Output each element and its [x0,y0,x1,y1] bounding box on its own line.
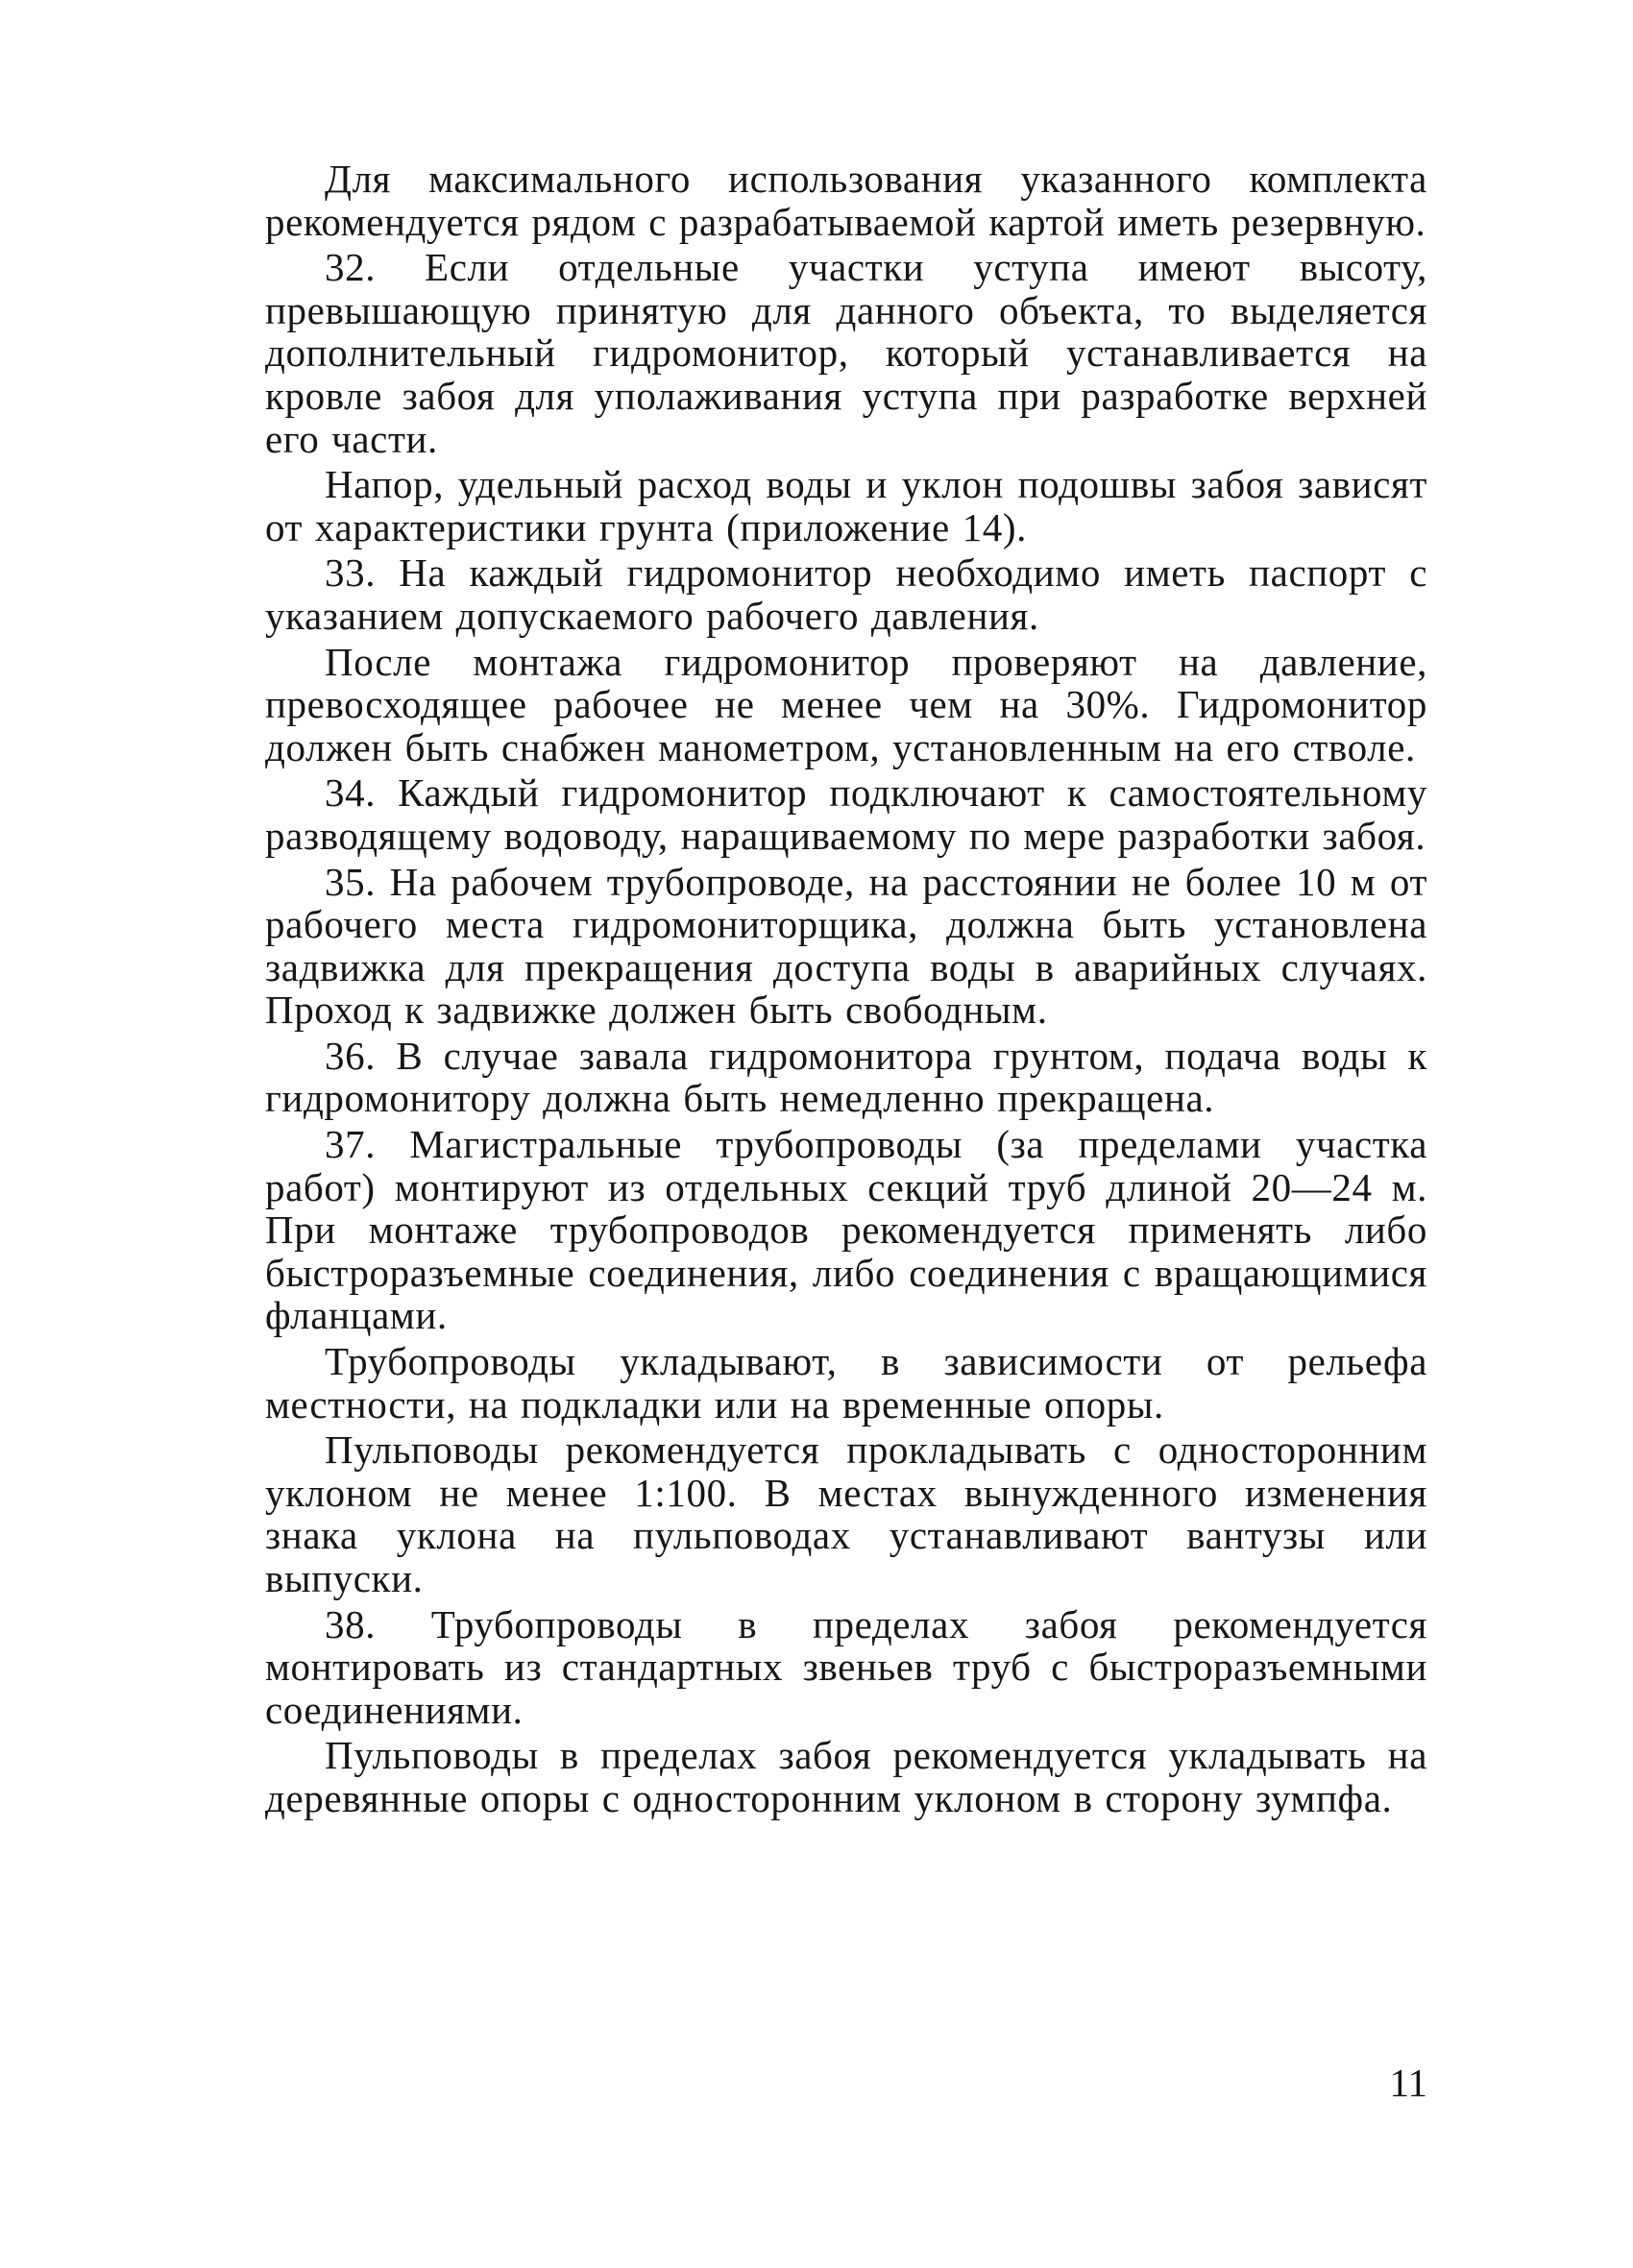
paragraph-item-38: 38. Трубопроводы в пределах забоя рекомендуется монтировать из стандартных звеньев труб с быстроразъемными соединениями. [265,1601,1427,1732]
paragraph-item-33: 33. На каждый гидромонитор необходимо иметь паспорт с указанием допускаемого рабочего давления. [265,550,1427,638]
paragraph-slurry-pipes-slope: Пульповоды рекомендуется прокладывать с односторонним уклоном не менее 1:100. В местах вынужденного изменения знака уклона на пульповодах устанавливают вантузы или выпуски. [265,1427,1427,1600]
paragraph-item-32: 32. Если отдельные участки уступа имеют высоту, превышающую принятую для данного объекта, то выделяется дополнительный гидромонитор, который устанавливается на кровле забоя для уполаживания уступа при разработке верхней его части. [265,245,1427,461]
paragraph-item-37: 37. Магистральные трубопроводы (за пределами участка работ) монтируют из отдельных секций труб длиной 20—24 м. При монтаже трубопроводов рекомендуется применять либо быстроразъемные соединения, либо соединения с вращающимися фланцами. [265,1122,1427,1338]
paragraph-reserve-card: Для максимального использования указанного комплекта рекомендуется рядом с разрабатываемой картой иметь резервную. [265,157,1427,244]
page-number: 11 [1389,2061,1427,2105]
paragraph-item-34: 34. Каждый гидромонитор подключают к самостоятельному разводящему водоводу, наращиваемому по мере разработки забоя. [265,770,1427,858]
paragraph-item-36: 36. В случае завала гидромонитора грунтом, подача воды к гидромонитору должна быть немедленно прекращена. [265,1033,1427,1121]
paragraph-pressure: Напор, удельный расход воды и уклон подошвы забоя зависят от характеристики грунта (приложение 14). [265,462,1427,549]
paragraph-pipelines-laying: Трубопроводы укладывают, в зависимости от рельефа местности, на подкладки или на временные опоры. [265,1339,1427,1427]
body-text [265,158,1427,1820]
paragraph-pressure-test: После монтажа гидромонитор проверяют на давление, превосходящее рабочее не менее чем на 30%. Гидромонитор должен быть снабжен манометром, установленным на его стволе. [265,639,1427,769]
paragraph-slurry-pipes-supports: Пульповоды в пределах забоя рекомендуется укладывать на деревянные опоры с односторонним уклоном в сторону зумпфа. [265,1733,1427,1820]
paragraph-item-35: 35. На рабочем трубопроводе, на расстоянии не более 10 м от рабочего места гидромониторщика, должна быть установлена задвижка для прекращения доступа воды в аварийных случаях. Проход к задвижке должен быть свободным. [265,859,1427,1033]
